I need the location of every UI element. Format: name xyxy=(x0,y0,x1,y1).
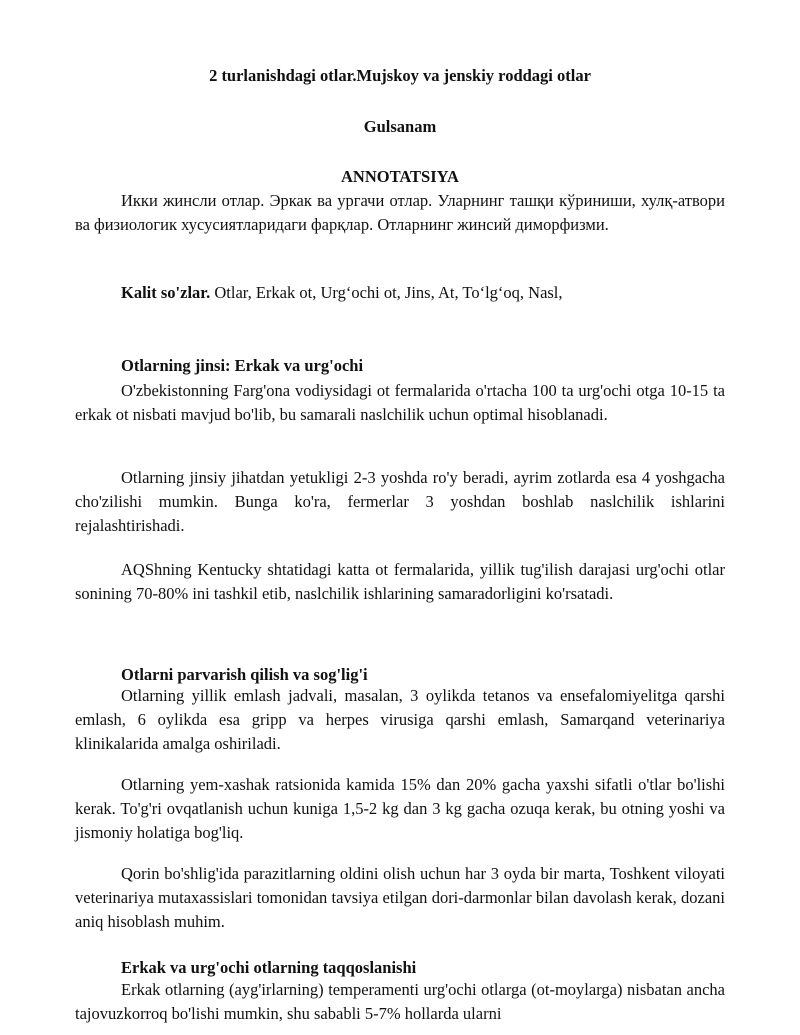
annotation-heading: ANNOTATSIYA xyxy=(341,167,459,186)
section-paragraph: AQShning Kentucky shtatidagi katta ot fermalarida, yillik tug'ilish darajasi urg'ochi otlar sonining 70-80% ini tashkil etib, naslchilik ishlarining samaradorligini ko'rsatadi. xyxy=(75,560,725,603)
section-paragraph: Otlarning jinsiy jihatdan yetukligi 2-3 yoshda ro'y beradi, ayrim zotlarda esa 4 yoshgacha cho'zilishi mumkin. Bunga ko'ra, fermerlar 3 yoshdan boshlab naslchilik ishlarini rejalashtirishadi. xyxy=(75,468,725,535)
section-paragraph: Qorin bo'shlig'ida parazitlarning oldini olish uchun har 3 oyda bir marta, Toshkent viloyati veterinariya mutaxassislari tomonidan tavsiya etilgan dori-darmonlar bilan davolash kerak, dozani aniq hisoblash muhim. xyxy=(75,864,725,931)
section-paragraph: Erkak otlarning (ayg'irlarning) temperamenti urg'ochi otlarga (ot-moylarga) nisbatan ancha tajovuzkorroq bo'lishi mumkin, shu sababli 5-7% hollarda ularni xyxy=(75,980,725,1023)
document-title: 2 turlanishdagi otlar.Mujskoy va jenskiy roddagi otlar xyxy=(209,66,591,85)
document-author: Gulsanam xyxy=(363,117,437,136)
section-paragraph: O'zbekistonning Farg'ona vodiysidagi ot fermalarida o'rtacha 100 ta urg'ochi otga 10-15 ta erkak ot nisbati mavjud bo'lib, bu samarali naslchilik uchun optimal hisoblanadi. xyxy=(75,381,725,424)
section-paragraph: Otlarning yem-xashak ratsionida kamida 15% dan 20% gacha yaxshi sifatli o'tlar bo'lishi kerak. To'g'ri ovqatlanish uchun kuniga 1,5-2 kg dan 3 kg gacha ozuqa kerak, bu otning yoshi va jismoniy holatiga bog'liq. xyxy=(75,775,725,842)
keywords-line xyxy=(121,282,563,304)
section-heading-sex: Otlarning jinsi: Erkak va urg'ochi xyxy=(121,356,364,375)
section-heading-care: Otlarni parvarish qilish va sog'lig'i xyxy=(121,665,368,684)
section-heading-comparison: Erkak va urg'ochi otlarning taqqoslanishi xyxy=(121,958,417,977)
section-paragraph: Otlarning yillik emlash jadvali, masalan, 3 oylikda tetanos va ensefalomiyelitga qarshi emlash, 6 oylikda esa gripp va herpes virusiga qarshi emlash, Samarqand veterinariya klinikalarida amalga oshiriladi. xyxy=(75,686,725,753)
keywords-text: Otlar, Erkak ot, Urg‘ochi ot, Jins, At, To‘lg‘oq, Nasl, xyxy=(210,283,563,302)
annotation-paragraph: Икки жинсли отлар. Эркак ва ургачи отлар. Уларнинг ташқи кўриниши, хулқ-атвори ва физиологик хусусиятларидаги фарқлар. Отларнинг жинсий диморфизми. xyxy=(75,191,725,234)
keywords-label: Kalit so'zlar. xyxy=(121,283,211,302)
